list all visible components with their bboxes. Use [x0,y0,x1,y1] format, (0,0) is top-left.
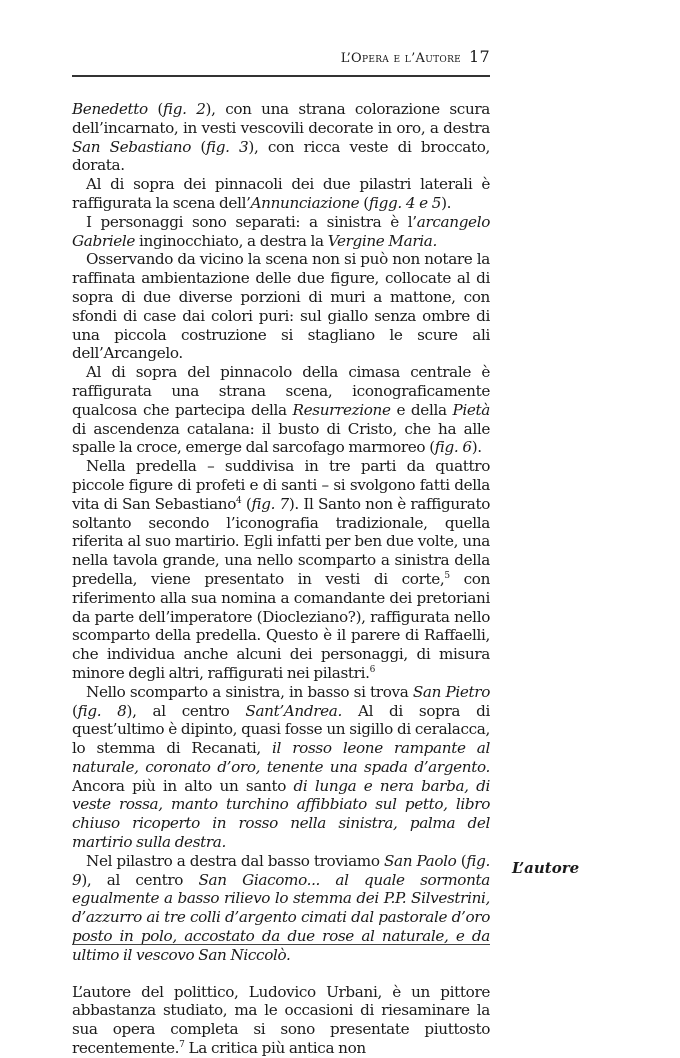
running-header-title: L’Opera e l’Autore [340,51,462,66]
text-run: ( [191,137,207,156]
text-run: I personaggi sono separati: a sinistra è l’ [86,212,417,231]
italic-run: fig. 2 [163,100,206,118]
paragraph [72,175,490,213]
text-run: di ascendenza catalana: il busto di Cristo, che ha alle spalle la croce, emerge dal sarcofago marmoreo ( [72,419,490,457]
italic-run: San Pietro [412,682,490,701]
text-run: ( [72,701,78,720]
text-run: ). [471,438,482,457]
margin-note: L’autore [512,859,580,877]
paragraph [72,457,490,683]
text-run: ( [147,100,163,118]
italic-run: San Giacomo... al quale sormonta egualmente a basso rilievo lo stemma dei P.P. Silvestrini, d’azzurro ai tre colli d’argento cimati dal pastorale d’oro posto in polo, accostato da due rose al naturale, e da ultimo il vescovo San Niccolò. [72,870,490,964]
text-run: Nello scomparto a sinistra, in basso si trova [86,682,413,701]
text-run: La critica più antica non [184,1039,366,1058]
footer-rule [72,944,490,945]
text-run: con riferimento alla sua nomina a comandante dei pretoriani da parte dell’imperatore (Diocleziano?), raffigurata nello scomparto della predella. Questo è il parere di Raffaelli, che individua anche alcuni dei personaggi, di misura minore degli altri, raffigurati nei pilastri. [72,569,491,682]
footnote-ref: 4 [236,495,242,506]
italic-run: fig. 3 [206,137,249,156]
text-run: ), con ricca veste di broccato, dorata. [72,137,490,175]
body-text [72,100,490,1058]
italic-run: fig. 8 [77,701,127,720]
text-run: Al di sopra del pinnacolo della cimasa centrale è raffigurata una strana scena, iconograficamente qualcosa che partecipa della [72,363,490,419]
italic-run: arcangelo Gabriele [72,212,490,250]
paragraph [72,983,490,1058]
footnote-ref: 5 [444,570,450,581]
running-header [72,47,490,71]
italic-run: figg. 4 e 5 [368,193,442,212]
italic-run: fig. 9 [72,851,490,889]
text-run: ). Il Santo non è raffigurato soltanto secondo l’iconografia tradizionale, quella riferita al suo martirio. Egli infatti per ben due volte, una nella tavola grande, una nello scomparto a sinistra della predella, viene presentato in vesti di corte, [72,494,490,588]
text-run: ( [456,851,467,870]
italic-run: Annunciazione [250,193,360,212]
text-run: ). [441,193,452,212]
paragraph [72,100,490,175]
footnote-ref: 6 [369,664,375,675]
italic-run: Sant’Andrea. [245,701,342,720]
italic-run: Resurrezione [292,400,391,419]
text-run: ), al centro [81,870,199,889]
text-run: ), con una strana colorazione scura dell’incarnato, in vesti vescovili decorate in oro, a destra [72,100,490,137]
text-run: inginocchiato, a destra la [135,231,328,250]
italic-run: fig. 6 [434,438,472,457]
text-run: Ancora più in alto un santo [72,776,294,795]
text-run: Al di sopra dei pinnacoli dei due pilastri laterali è raffigurata la scena dell’ [72,175,490,212]
italic-run: Pietà [452,400,490,419]
text-run: L’autore del polittico, Ludovico Urbani, è un pittore abbastanza studiato, ma le occasioni di riesaminare la sua opera completa si sono presentate piuttosto recentemente. [72,982,490,1058]
text-run: ( [241,494,252,513]
text-run: Nella predella – suddivisa in tre parti da quattro piccole figure di profeti e di santi – si svolgono fatti della vita di San Sebastiano [72,457,490,513]
italic-run: San Sebastiano [72,137,192,156]
paragraph [72,250,490,363]
text-run: Al di sopra di quest’ultimo è dipinto, quasi fosse un sigillo di ceralacca, lo stemma di Recanati, [72,701,490,758]
italic-run: il rosso leone rampante al naturale, coronato d’oro, tenente una spada d’argento. [72,739,490,776]
text-run: Osservando da vicino la scena non si può non notare la raffinata ambientazione delle due figure, collocate al di sopra di due diverse porzioni di muri a mattone, con sfondi di case dai colori puri: sul giallo senza ombre di una piccola costruzione si stagliano le scure ali dell’Arcangelo. [72,250,490,363]
paragraph [72,363,490,457]
paragraph [72,852,490,965]
italic-run: Benedetto [72,100,148,118]
text-run: ( [359,193,369,212]
page-number: 17 [469,47,490,66]
footnote-ref: 7 [179,1040,185,1051]
text-run: ), al centro [126,701,246,720]
italic-run: San Paolo [383,851,457,870]
text-run: e della [390,400,453,419]
italic-run: di lunga e nera barba, di veste rossa, manto turchino affibbiato sul petto, libro chiuso ricoperto in rosso nella sinistra, palma del martirio sulla destra. [72,776,490,852]
paragraph [72,213,490,251]
paragraph [72,683,490,852]
text-run: Nel pilastro a destra dal basso troviamo [86,851,384,870]
italic-run: fig. 7 [251,494,289,513]
italic-run: Vergine Maria. [327,231,437,250]
header-rule [72,75,490,77]
